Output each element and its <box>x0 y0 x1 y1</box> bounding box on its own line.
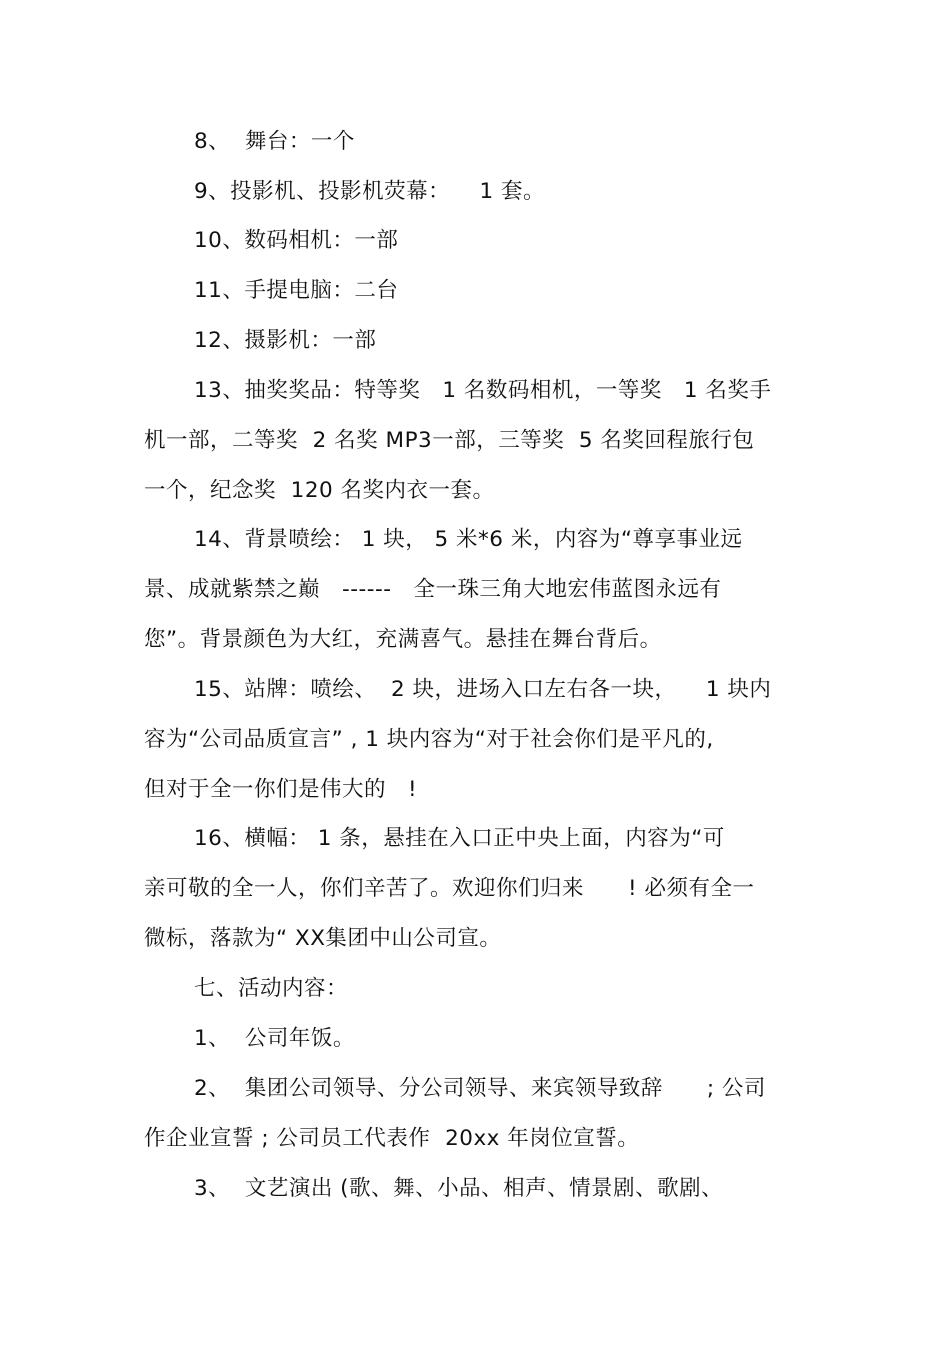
text-line: 作企业宣誓 ; 公司员工代表作 20xx 年岗位宣誓。 <box>144 1126 640 1151</box>
text-line: 亲可敬的全一人，你们辛苦了。欢迎你们归来 ! 必须有全一 <box>144 876 755 901</box>
text-line: 10、数码相机：一部 <box>194 228 399 253</box>
text-line: 14、背景喷绘： 1 块， 5 米*6 米，内容为“尊享事业远 <box>194 527 743 552</box>
text-line: 15、站牌：喷绘、 2 块，进场入口左右各一块， 1 块内 <box>194 677 772 702</box>
text-line: 您”。背景颜色为大红，充满喜气。悬挂在舞台背后。 <box>144 627 662 652</box>
text-line: 9、投影机、投影机荧幕： 1 套。 <box>194 179 546 204</box>
text-line: 16、横幅： 1 条，悬挂在入口正中央上面，内容为“可 <box>194 826 725 851</box>
text-line: 七、活动内容： <box>194 976 349 1001</box>
text-line: 12、摄影机：一部 <box>194 328 377 353</box>
text-line: 13、抽奖奖品：特等奖 1 名数码相机，一等奖 1 名奖手 <box>194 378 772 403</box>
text-line: 容为“公司品质宣言” , 1 块内容为“对于社会你们是平凡的, <box>144 727 714 752</box>
text-line: 3、 文艺演出 (歌、舞、小品、相声、情景剧、歌剧、 <box>194 1176 724 1201</box>
text-line: 景、成就紫禁之巅 ------ 全一珠三角大地宏伟蓝图永远有 <box>144 577 722 602</box>
text-line: 机一部，二等奖 2 名奖 MP3一部，三等奖 5 名奖回程旅行包 <box>144 428 755 453</box>
text-line: 11、手提电脑：二台 <box>194 278 399 303</box>
text-line: 8、 舞台：一个 <box>194 129 355 154</box>
text-line: 1、 公司年饭。 <box>194 1026 355 1051</box>
text-line: 一个，纪念奖 120 名奖内衣一套。 <box>144 478 495 503</box>
text-line: 2、 集团公司领导、分公司领导、来宾领导致辞 ; 公司 <box>194 1076 766 1101</box>
text-line: 微标，落款为“ XX集团中山公司宣。 <box>144 926 502 951</box>
text-line: 但对于全一你们是伟大的 ! <box>144 777 418 802</box>
